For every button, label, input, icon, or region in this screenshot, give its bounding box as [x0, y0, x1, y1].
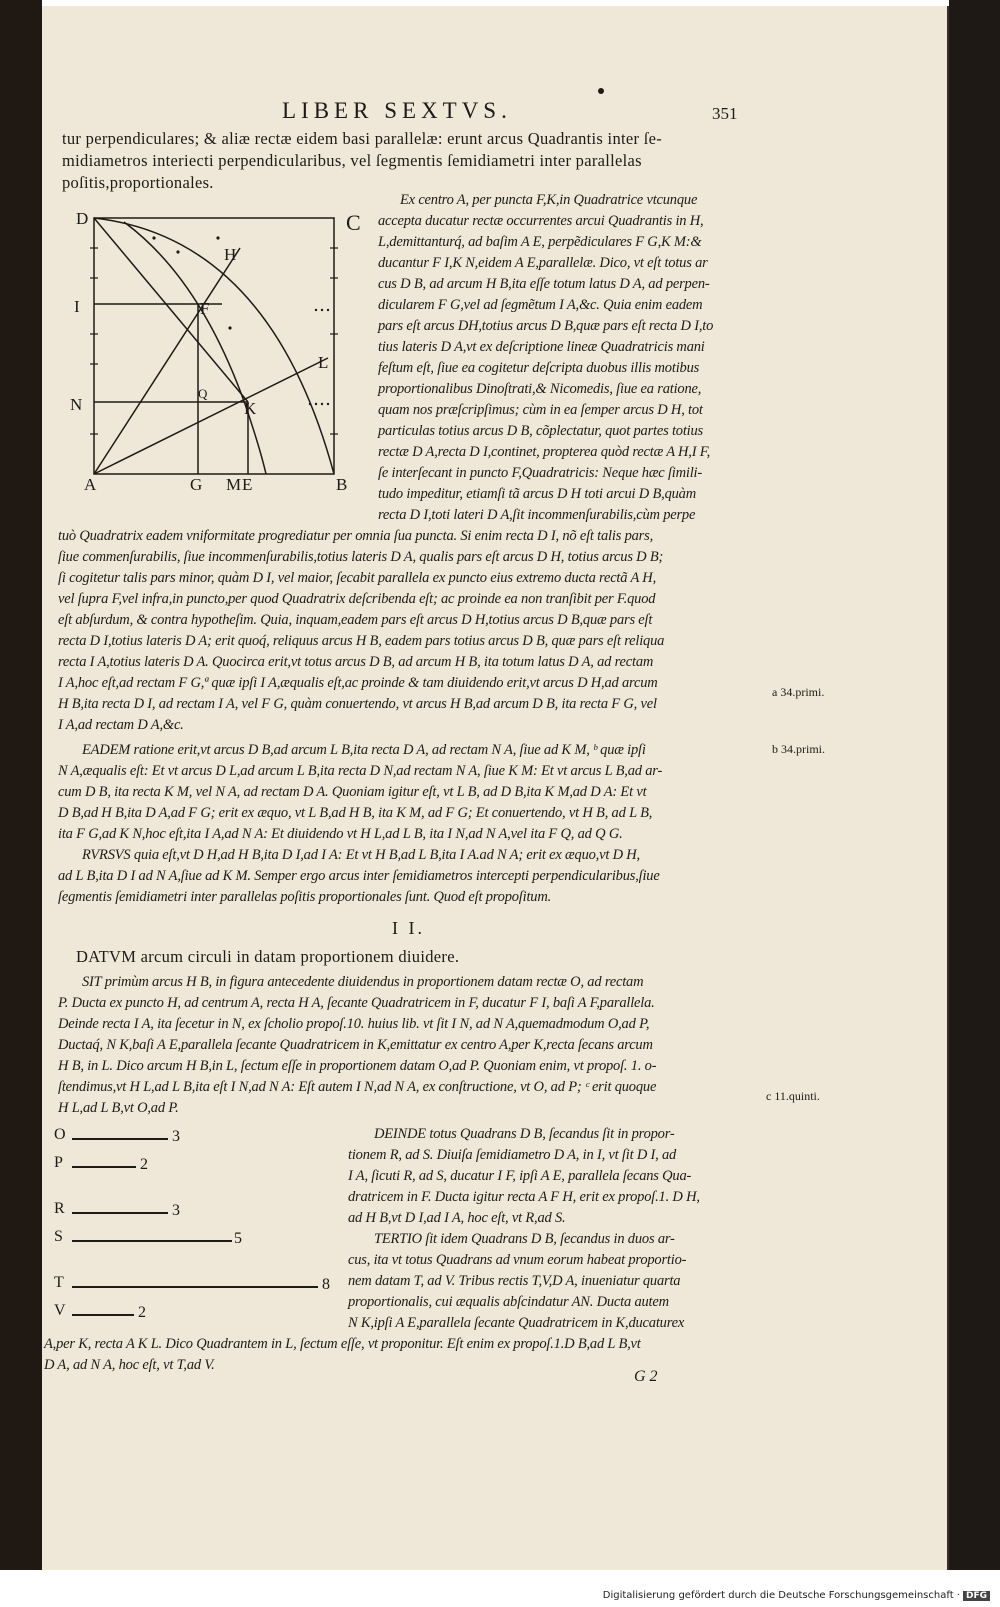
- text-line: dicularem F G,vel ad ſegmẽtum I A,&c. Quia enim eadem: [378, 297, 703, 313]
- segment-letter: S: [54, 1228, 63, 1245]
- text-line: tur perpendiculares; & aliæ rectæ eidem basi parallelæ: erunt arcus Quadrantis inter ſe-: [62, 129, 663, 148]
- text-line: SIT primùm arcus H B, in figura antecedente diuidendus in proportionem datam rectæ O, ad rectam: [82, 974, 644, 990]
- text-line: vel ſupra F,vel infra,in puncto,per quod Quadratrix deſcribenda eſt; ac proinde ea non tranſibit per F.quod: [58, 591, 656, 607]
- segment-letter: O: [54, 1126, 66, 1143]
- text-line: accepta ducatur rectæ occurrentes arcui Quadrantis in H,: [378, 213, 704, 229]
- quadratrix-diagram: [70, 208, 380, 498]
- text-line: cus, ita vt totus Quadrans ad vnum eorum habeat proportio-: [348, 1252, 687, 1268]
- label-f: F: [200, 299, 210, 318]
- text-line: Ex centro A, per puncta F,K,in Quadratrice vtcunque: [400, 192, 698, 208]
- label-b: B: [336, 475, 348, 494]
- text-line: recta D I,totius lateris D A; erit quoq́, reliquus arcus H B, eadem pars totius arcus D B, quæ pars eſt reliqua: [58, 633, 665, 649]
- margin-note: b 34.primi.: [772, 742, 825, 756]
- section-title: DATVM arcum circuli in datam proportionem diuidere.: [76, 947, 460, 966]
- text-line: eſt abſurdum, & contra hypotheſim. Quia, inquam,eadem pars eſt arcus D H,totius arcus D B,quæ pars eſt: [58, 612, 653, 628]
- text-line: L,demittanturq́, ad baſim A E, perpẽdiculares F G,K M:&: [378, 234, 702, 250]
- section-number: I I.: [392, 918, 425, 938]
- text-line: D B,ad H B,ita D A,ad F G; erit ex æquo, vt L B,ad H B, ita K M, ad F G; Et conuertendo, vt H B, ad L B,: [58, 805, 653, 821]
- segment-line: [72, 1212, 168, 1214]
- text-line: cus D B, ad arcum H B,ita eſſe totum latus D A, ad perpen-: [378, 276, 710, 292]
- segment-line: [72, 1138, 168, 1140]
- quadratrix-figure: [70, 208, 380, 498]
- text-line: P. Ducta ex puncto H, ad centrum A, recta H A, ſecante Quadratricem in F, ducatur F I, baſi A F,parallela.: [58, 995, 655, 1011]
- text-line: tius lateris D A,vt ex deſcriptione lineæ Quadratricis mani: [378, 339, 705, 355]
- text-line: TERTIO ſit idem Quadrans D B, ſecandus in duos ar-: [374, 1231, 675, 1247]
- running-head: LIBER SEXTVS.: [282, 98, 512, 123]
- segment-line: [72, 1166, 136, 1168]
- line-al: [94, 358, 328, 474]
- margin-note: c 11.quinti.: [766, 1089, 820, 1103]
- segment-letter: T: [54, 1274, 64, 1291]
- text-line: recta I A,totius lateris D A. Quocirca erit,vt totus arcus D B, ad arcum H B, ita totum latus D A, ad rectam: [58, 654, 654, 670]
- text-line: ad L B,ita D I ad N A,ſiue ad K M. Semper ergo arcus inter ſemidiametros intercepti perpendicularibus,ſiue: [58, 868, 660, 884]
- segment-number: 3: [172, 1128, 180, 1145]
- text-line: RVRSVS quia eſt,vt D H,ad H B,ita D I,ad I A: Et vt H B,ad L B,ita I A.ad N A; erit ex æquo,vt D H,: [82, 847, 640, 863]
- page-number: 351: [712, 104, 738, 123]
- text-line: tionem R, ad S. Diuiſa ſemidiametro D A, in I, vt ſit D I, ad: [348, 1147, 677, 1163]
- text-line: I A,ad rectam D A,&c.: [58, 717, 184, 733]
- text-line: Ductaq́, N K,baſi A E,parallela ſecante Quadratricem in K,emittatur ex centro A,per K,recta ſecans arcum: [58, 1037, 653, 1053]
- label-d: D: [76, 209, 89, 228]
- text-line: ſtendimus,vt H L,ad L B,ita eſt I N,ad N A: Eſt autem I N,ad N A, ex conſtructione, vt O, ad P; ᶜ erit quoque: [58, 1079, 657, 1095]
- text-line: Deinde recta I A, ita ſecetur in N, ex ſcholio propoſ.10. huius lib. vt ſit I N, ad N A,quemadmodum O,ad P,: [58, 1016, 650, 1032]
- label-e: E: [242, 475, 253, 494]
- text-line: proportionalibus Dinoſtrati,& Nicomedis, ſiue ea ratione,: [378, 381, 702, 397]
- segment-number: 3: [172, 1202, 180, 1219]
- label-c: C: [346, 210, 361, 235]
- text-line: rectæ D A,recta D I,continet, propterea quòd rectæ A H,I F,: [378, 444, 710, 460]
- quadrant-arc: [94, 218, 334, 474]
- digitization-credit: [603, 1590, 990, 1601]
- text-line: N K,ipſi A E,parallela ſecante Quadratricem in K,ducaturex: [348, 1315, 685, 1331]
- text-line: I A,hoc eſt,ad rectam F G,ª quæ ipſi I A,æqualis eſt,ac proinde & tam diuidendo erit,vt arcus D H,ad arcum: [58, 675, 658, 691]
- text-line: N A,æqualis eſt: Et vt arcus D L,ad arcum L B,ita recta D N,ad rectam N A, ſiue K M: Et vt arcus L B,ad ar-: [58, 763, 663, 779]
- text-line: EADEM ratione erit,vt arcus D B,ad arcum L B,ita recta D A, ad rectam N A, ſiue ad K M, ᵇ quæ ipſi: [82, 742, 646, 758]
- text-line: ſiue commenſurabilis, ſiue incommenſurabilis,totius lateris D A, qualis pars eſt arcus D H, totius arcus D B;: [58, 549, 664, 565]
- segment-number: 5: [234, 1230, 242, 1247]
- dfg-logo: DFG: [963, 1591, 990, 1601]
- margin-note: a 34.primi.: [772, 685, 825, 699]
- scan-left-border: [0, 0, 42, 1570]
- label-a: A: [84, 475, 97, 494]
- label-g: G: [190, 475, 203, 494]
- text-line: pars eſt arcus DH,totius arcus D B,quæ pars eſt recta D I,to: [378, 318, 714, 334]
- signature-mark: G 2: [634, 1368, 658, 1385]
- scan-right-border: [949, 0, 1000, 1570]
- text-line: ſe interſecant in puncto F,Quadratricis: Neque hæc ſimili-: [378, 465, 703, 481]
- text-line: proportionalis, cui æqualis abſcindatur AN. Ducta autem: [348, 1294, 669, 1310]
- text-line: H L,ad L B,vt O,ad P.: [58, 1100, 179, 1116]
- text-line: DEINDE totus Quadrans D B, ſecandus ſit in propor-: [374, 1126, 675, 1142]
- quadratrix-curve: [124, 222, 266, 474]
- text-line: tudo impeditur, etiamſi tã arcus D H toti arcui D B,quàm: [378, 486, 696, 502]
- text-line: particulas totius arcus D B, cõplectatur, quot partes totius: [378, 423, 703, 439]
- line-ah: [94, 248, 240, 474]
- segment-line: [72, 1314, 134, 1316]
- text-line: quam nos præſcripſimus; cùm in ea ſemper arcus D H, tot: [378, 402, 703, 418]
- text-line: tuò Quadratrix eadem vniformitate progrediatur per omnia ſua puncta. Si enim recta D I, nõ eſt talis pars,: [58, 528, 653, 544]
- text-line: midiametros interiecti perpendicularibus, vel ſegmentis ſemidiametri inter parallelas: [62, 151, 642, 170]
- label-m: M: [226, 475, 242, 494]
- label-h: H: [224, 245, 237, 264]
- text-line: H B, in L. Dico arcum H B,in L, ſectum eſſe in proportionem datam O,ad P. Quoniam enim, vt propoſ. 1. o-: [58, 1058, 657, 1074]
- segment-number: 8: [322, 1276, 330, 1293]
- text-line: poſitis,proportionales.: [62, 173, 214, 192]
- label-l: L: [318, 353, 329, 372]
- segment-number: 2: [138, 1304, 146, 1321]
- text-line: ad H B,vt D I,ad I A, hoc eſt, vt R,ad S.: [348, 1210, 566, 1226]
- label-i: I: [74, 297, 80, 316]
- text-line: D A, ad N A, hoc eſt, vt T,ad V.: [44, 1357, 215, 1373]
- text-line: ſegmentis ſemidiametri inter parallelas poſitis proportionales ſunt. Quod eſt propoſitum.: [58, 889, 552, 905]
- quadrant-square: [94, 218, 334, 474]
- text-line: ita F G,ad K N,hoc eſt,ita I A,ad N A: Et diuidendo vt H L,ad L B, ita I N,ad N A,vel ita F Q, ad Q G.: [58, 826, 623, 842]
- segment-letter: R: [54, 1200, 65, 1217]
- ink-spot: [598, 88, 604, 94]
- text-line: cum D B, ita recta K M, vel N A, ad rectam D A. Quoniam igitur eſt, vt L B, ad D B,ita K M,ad D A: Et vt: [58, 784, 647, 800]
- segment-line: [72, 1286, 318, 1288]
- segment-letter: P: [54, 1154, 63, 1171]
- text-line: H B,ita recta D I, ad rectam I A, vel F G, quàm conuertendo, vt arcus H B,ad arcum D B, ita recta F G, vel: [58, 696, 657, 712]
- text-line: A,per K, recta A K L. Dico Quadrantem in L, ſectum eſſe, vt proponitur. Eſt enim ex propoſ.1.D B,ad L B,vt: [44, 1336, 641, 1352]
- segment-number: 2: [140, 1156, 148, 1173]
- label-q: Q: [198, 386, 208, 401]
- text-line: I A, ſicuti R, ad S, ducatur I F, ipſi A E, parallela ſecans Qua-: [348, 1168, 692, 1184]
- text-line: recta D I,toti lateri D A,ſit incommenſurabilis,cùm perpe: [378, 507, 696, 523]
- segment-letter: V: [54, 1302, 66, 1319]
- segment-line: [72, 1240, 232, 1242]
- label-n: N: [70, 395, 83, 414]
- text-line: ſi cogitetur talis pars minor, quàm D I, vel maior, ſecabit parallela ex puncto eius extremo ducta rectã A H,: [58, 570, 656, 586]
- text-line: ducantur F I,K N,eidem A E,parallelæ. Dico, vt eſt totus ar: [378, 255, 708, 271]
- label-k: K: [244, 399, 257, 418]
- text-line: feſtum eſt, ſiue ea cogitetur deſcripta duobus illis motibus: [378, 360, 700, 376]
- footer-bar: [0, 1572, 1000, 1607]
- credit-text: Digitalisierung gefördert durch die Deutsche Forschungsgemeinschaft ·: [602, 1590, 960, 1601]
- text-line: nem datam T, ad V. Tribus rectis T,V,D A, inueniatur quarta: [348, 1273, 681, 1289]
- text-line: dratricem in F. Ducta igitur recta A F H, erit ex propoſ.1. D H,: [348, 1189, 700, 1205]
